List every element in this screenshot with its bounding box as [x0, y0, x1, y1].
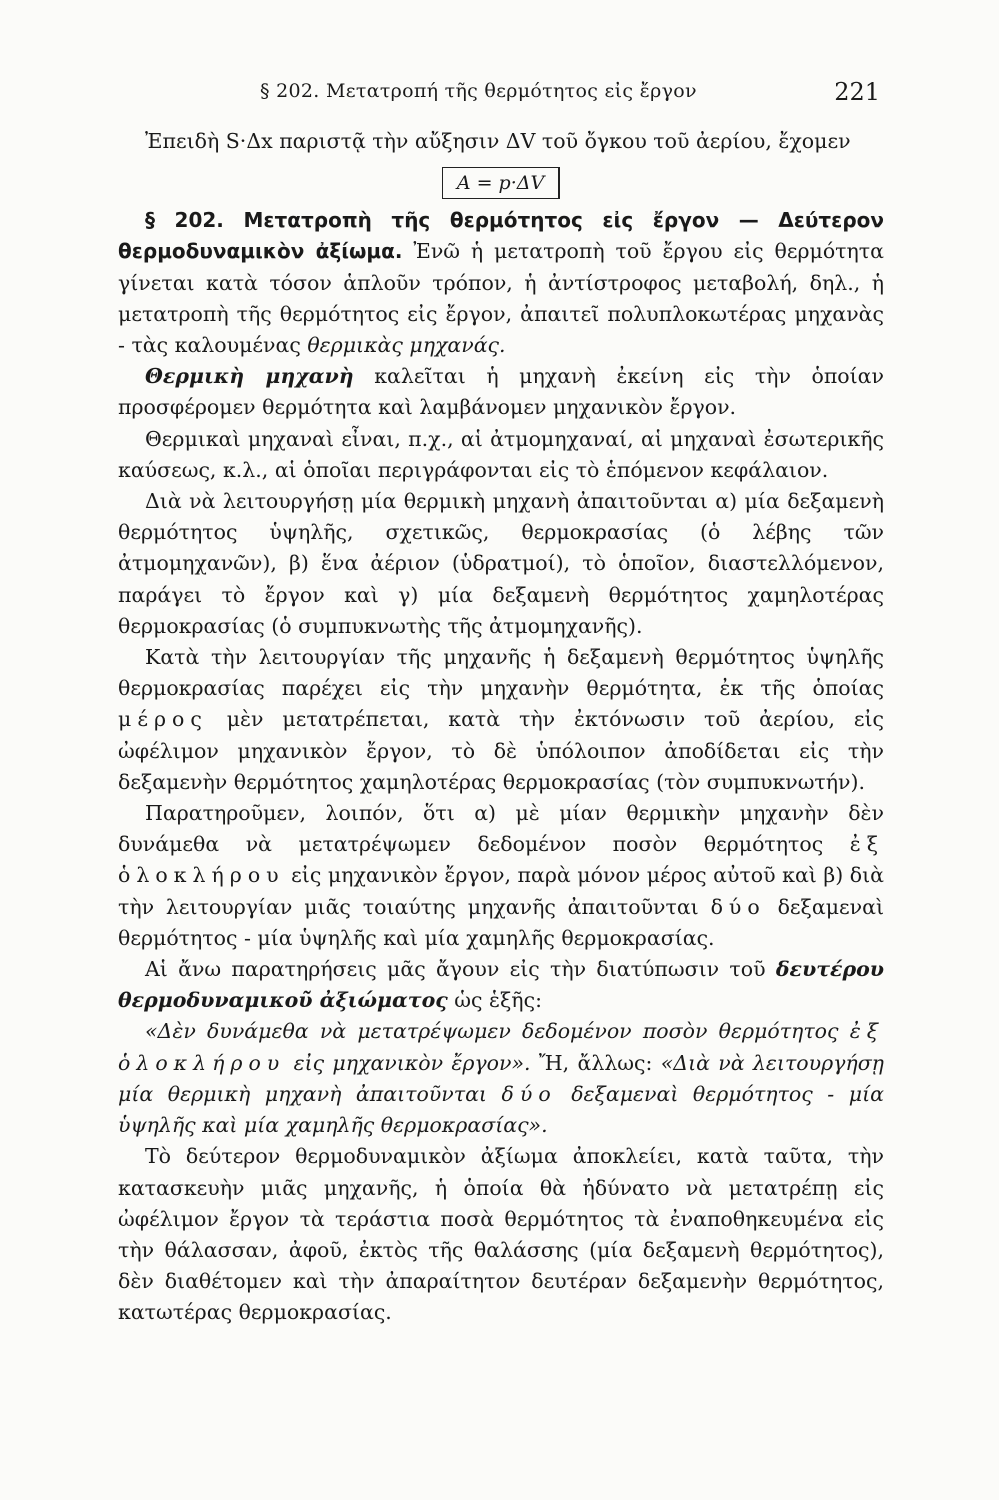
- paragraph-requirements: Διὰ νὰ λειτουργήσῃ μία θερμικὴ μηχανὴ ἀπαιτοῦνται α) μία δεξαμενὴ θερμότητος ὑψηλῆς, σχετικῶς, θερμοκρασίας (ὁ λέβης τῶν ἀτμομηχανῶν), β) ἕνα ἀέριον (ὑδρατμοί), τὸ ὁποῖον, διαστελλόμενον, παράγει τὸ ἔργον καὶ γ) μία δεξαμενὴ θερμότητος χαμηλοτέρας θερμοκρασίας (ὁ συμπυκνωτὴς τῆς ἀτμομηχανῆς).: [118, 489, 884, 638]
- paragraph-observations: [118, 798, 884, 954]
- section-text: Ἐνῶ ἡ μετατροπὴ τοῦ ἔργου εἰς θερμότητα γίνεται κατὰ τόσον ἁπλοῦν τρόπον, ἡ ἀντίστροφος μεταβολή, δηλ., ἡ μετατροπὴ τῆς θερμότητος εἰς ἔργον, ἀπαιτεῖ πολυπλοκωτέρας μηχανὰς - τὰς καλουμένας: [118, 239, 884, 358]
- statement-connector: Ἤ, ἄλλως:: [538, 1050, 653, 1075]
- paragraph-conclusion: Τὸ δεύτερον θερμοδυναμικὸν ἀξίωμα ἀποκλείει, κατὰ ταῦτα, τὴν κατασκευὴν μιᾶς μηχανῆς, ἡ ὁποία θὰ ἠδύνατο νὰ μετατρέπῃ εἰς ὠφέλιμον ἔργον τὰ τεράστια ποσὰ θερμότητος τὰ ἐναποθηκευμένα εἰς τὴν θάλασσαν, ἀφοῦ, ἐκτὸς τῆς θαλάσσης (μία δεξαμενὴ θερμότητος), δὲν διαθέτομεν καὶ τὴν ἀπαραίτητον δευτέραν δεξαμενὴν θερμότητος, κατωτέρας θερμοκρασίας.: [118, 1144, 884, 1325]
- paragraph-examples: Θερμικαὶ μηχαναὶ εἶναι, π.χ., αἱ ἀτμομηχαναί, αἱ μηχαναὶ ἐσωτερικῆς καύσεως, κ.λ., αἱ ὁποῖαι περιγράφονται εἰς τὸ ἑπόμενον κεφάλαιον.: [118, 426, 884, 482]
- statement-1-a: «Δὲν δυνάμεθα νὰ μετατρέψωμεν δεδομένον ποσὸν θερμότητος: [145, 1019, 839, 1044]
- second-law-term: δευτέρου θερμοδυναμικοῦ ἀξιώματος: [118, 957, 884, 1013]
- observations-text-a: Παρατηροῦμεν, λοιπόν, ὅτι α) μὲ μίαν θερμικὴν μηχανὴν δὲν δυνάμεθα νὰ μετατρέψωμεν δεδομένον ποσὸν θερμότητος: [118, 801, 884, 857]
- observations-text-b: εἰς μηχανικὸν ἔργον, παρὰ μόνον μέρος αὐτοῦ καὶ β) διὰ τὴν λειτουργίαν μιᾶς τοιαύτης μηχανῆς ἀπαιτοῦνται: [118, 863, 884, 919]
- section-italic-term: θερμικὰς μηχανάς.: [307, 333, 506, 358]
- intro-line: Ἐπειδὴ S·Δx παριστᾷ τὴν αὔξησιν ΔV τοῦ ὄγκου τοῦ ἀερίου, ἔχομεν: [145, 129, 851, 153]
- section-paragraph: [118, 205, 884, 361]
- statement-2-a: «Διὰ νὰ λειτουργήσῃ μία θερμικὴ μηχανὴ ἀπαιτοῦνται: [118, 1050, 884, 1106]
- statement-1-b: εἰς μηχανικὸν ἔργον».: [293, 1050, 531, 1075]
- operation-text-b: μὲν μετατρέπεται, κατὰ τὴν ἐκτόνωσιν τοῦ ἀερίου, εἰς ὠφέλιμον μηχανικὸν ἔργον, τὸ δὲ ὑπόλοιπον ἀποδίδεται εἰς τὴν δεξαμενὴν θερμότητος χαμηλοτέρας θερμοκρασίας (τὸν συμπυκνωτήν).: [118, 707, 884, 794]
- formula-box: [118, 167, 884, 199]
- observations-text-c: δεξαμεναὶ θερμότητος - μία ὑψηλῆς καὶ μία χαμηλῆς θερμοκρασίας.: [118, 894, 884, 950]
- operation-spaced: μέρος: [118, 707, 208, 732]
- statement-2-spaced: δύο: [501, 1081, 557, 1106]
- page-body: [118, 126, 884, 1329]
- page-header: [120, 78, 880, 114]
- section-heading: § 202. Μετατροπὴ τῆς θερμότητος εἰς ἔργον — Δεύτερον θερμοδυναμικὸν ἀξίωμα.: [118, 208, 884, 264]
- second-law-text-a: Αἱ ἄνω παρατηρήσεις μᾶς ἄγουν εἰς τὴν διατύπωσιν τοῦ: [145, 957, 766, 982]
- second-law-text-b: ὡς ἑξῆς:: [454, 988, 542, 1013]
- observations-spaced-1: ἐξ ὁλοκλήρου: [118, 832, 884, 888]
- paragraph-operation: [118, 642, 884, 798]
- operation-text-a: Κατὰ τὴν λειτουργίαν τῆς μηχανῆς ἡ δεξαμενὴ θερμότητος ὑψηλῆς θερμοκρασίας παρέχει εἰς τὴν μηχανὴν θερμότητα, ἐκ τῆς ὁποίας: [118, 645, 884, 701]
- work-formula: A = p·ΔV: [442, 167, 560, 199]
- running-head: § 202. Μετατροπή τῆς θερμότητος εἰς ἔργον: [260, 80, 697, 102]
- paragraph-statements: [118, 1016, 884, 1141]
- statement-1-spaced: ἐξ ὁλοκλήρου: [118, 1019, 884, 1075]
- paragraph-second-law: [118, 954, 884, 1016]
- statement-2-b: δεξαμεναὶ θερμότητος - μία ὑψηλῆς καὶ μία χαμηλῆς θερμοκρασίας».: [118, 1081, 884, 1138]
- paragraph-definition: [118, 361, 884, 423]
- observations-spaced-2: δύο: [710, 894, 766, 919]
- term-heat-engine: Θερμικὴ μηχανὴ: [145, 364, 354, 389]
- definition-text: καλεῖται ἡ μηχανὴ ἐκείνη εἰς τὴν ὁποίαν προσφέρομεν θερμότητα καὶ λαμβάνομεν μηχανικὸν ἔργον.: [118, 364, 884, 420]
- page-number: 221: [834, 78, 880, 106]
